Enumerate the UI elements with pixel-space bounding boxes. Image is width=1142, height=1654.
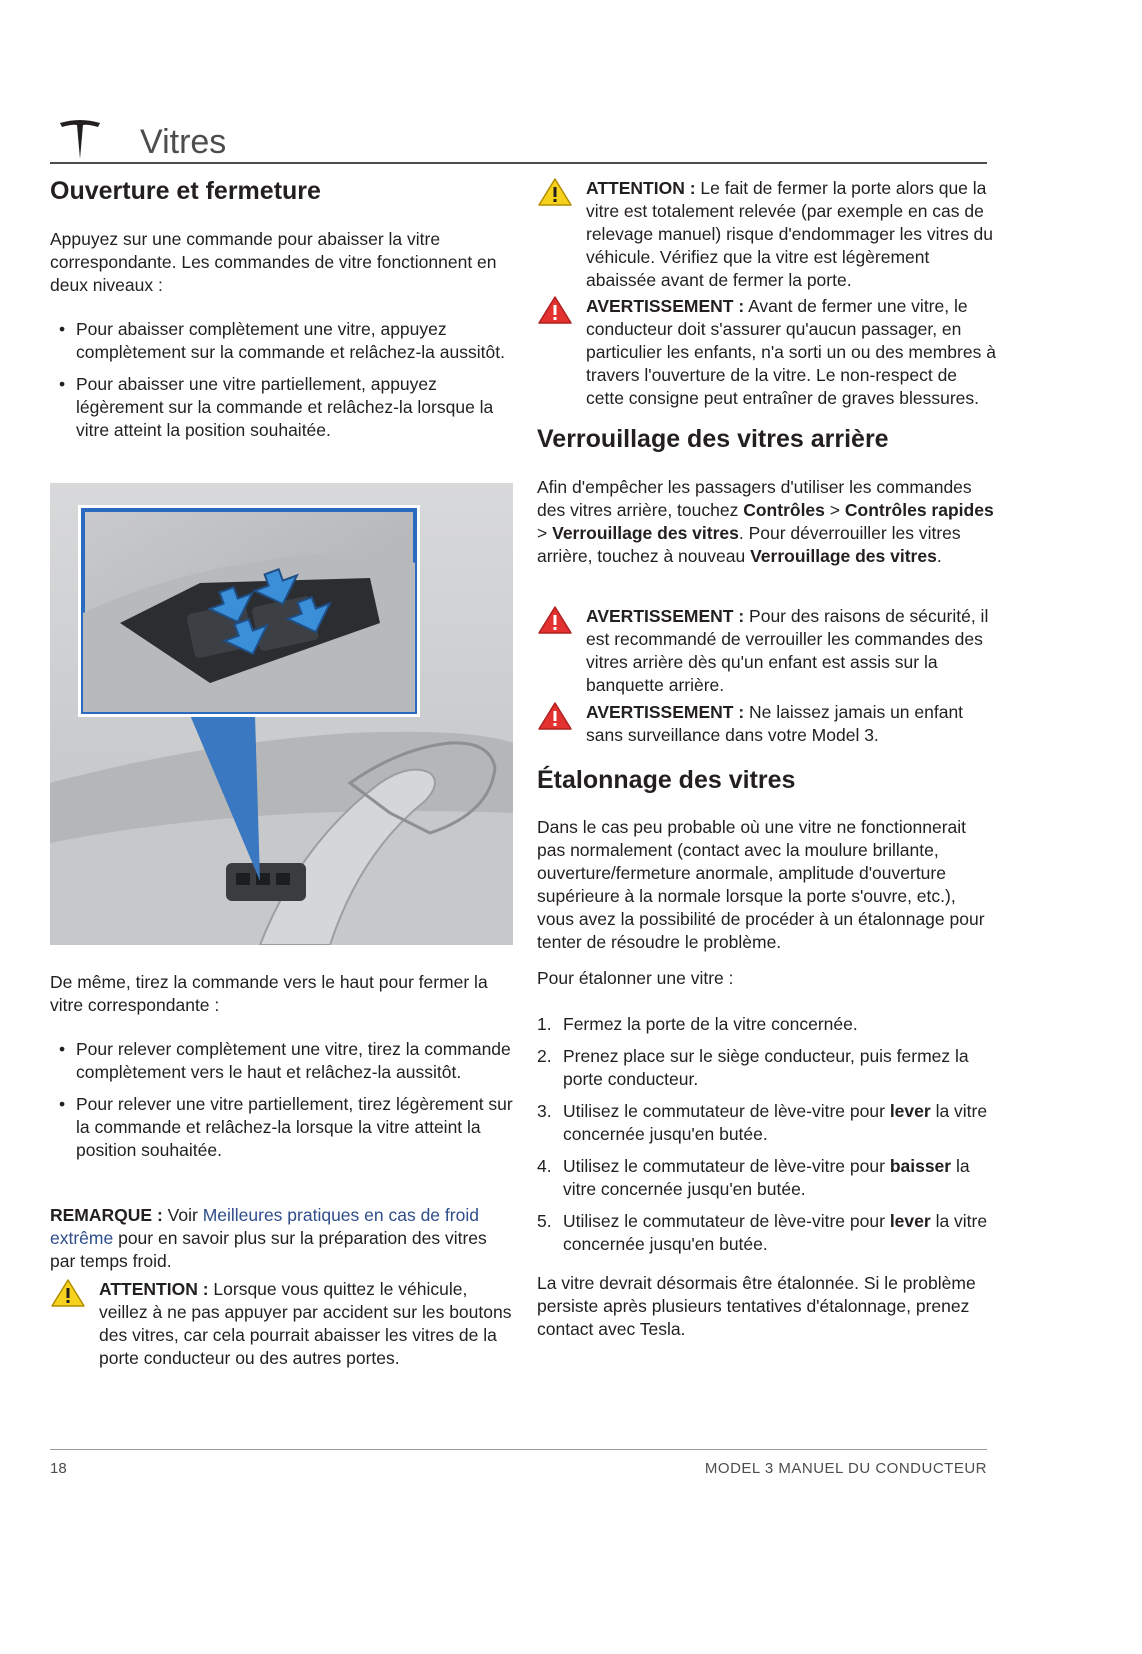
calibration-steps — [537, 1013, 997, 1265]
step-number: 2. — [537, 1046, 552, 1066]
list-item — [537, 1210, 997, 1256]
manual-title: MODEL 3 MANUEL DU CONDUCTEUR — [704, 1460, 987, 1477]
warning-icon — [537, 701, 573, 731]
warning-label: AVERTISSEMENT : — [586, 606, 745, 626]
tesla-logo-icon — [58, 118, 102, 160]
warning-unattended-child — [537, 701, 997, 747]
page-number: 18 — [50, 1460, 67, 1477]
lock-paragraph — [537, 476, 1002, 568]
caution-leave-vehicle — [50, 1278, 515, 1370]
controls-term: Contrôles — [743, 500, 825, 520]
caution-label: ATTENTION : — [586, 178, 696, 198]
step-number: 5. — [537, 1211, 552, 1231]
window-lock-term: Verrouillage des vitres — [552, 523, 739, 543]
window-switch-illustration — [50, 483, 513, 945]
step-text: la vitre concernée jusqu'en butée. — [563, 1211, 988, 1254]
step-emphasis: baisser — [889, 1156, 952, 1176]
list-item: • Pour relever complètement une vitre, tirez la commande complètement vers le haut et relâchez-la aussitôt. — [50, 1038, 515, 1084]
step-number: 3. — [537, 1101, 552, 1121]
quick-controls-term: Contrôles rapides — [844, 500, 994, 520]
header-rule — [50, 162, 987, 164]
warning-text: Avant de fermer une vitre, le conducteur doit s'assurer qu'aucun passager, en particulier les enfants, n'a sorti un ou des membres à travers l'ouverture de la vitre. Le non-respect de cette consigne peut entraîner de graves blessures. — [586, 296, 996, 408]
warning-label: AVERTISSEMENT : — [586, 702, 745, 722]
warning-child-lock — [537, 605, 997, 697]
cold-weather-link[interactable]: Meilleures pratiques en cas de froid extrême — [50, 1205, 479, 1248]
intro-paragraph: Appuyez sur une commande pour abaisser la vitre correspondante. Les commandes de vitre fonctionnent en deux niveaux : — [50, 229, 497, 295]
paragraph-close: De même, tirez la commande vers le haut pour fermer la vitre correspondante : — [50, 972, 488, 1015]
list-item: • Pour abaisser une vitre partiellement, appuyez légèrement sur la commande et relâchez-la lorsque la vitre atteint la position souhaitée. — [50, 373, 515, 442]
step-text: Fermez la porte de la vitre concernée. — [563, 1014, 858, 1034]
note-pre: Voir — [167, 1205, 198, 1225]
lock-text: . Pour déverrouiller les vitres arrière, touchez à nouveau — [537, 523, 961, 566]
caution-icon — [537, 177, 573, 207]
caution-icon — [50, 1278, 86, 1308]
caution-text: Lorsque vous quittez le véhicule, veillez à ne pas appuyer par accident sur les boutons des vitres, car cela pourrait abaisser les vitres de la porte conducteur ou des autres portes. — [99, 1279, 512, 1368]
warning-text: Pour des raisons de sécurité, il est recommandé de verrouiller les commandes des vitres arrière dès qu'un enfant est assis sur la banquette arrière. — [586, 606, 989, 695]
page-title: Vitres — [140, 123, 227, 161]
note-paragraph — [50, 1204, 515, 1273]
calibration-lead: Pour étalonner une vitre : — [537, 968, 734, 988]
section-heading-calibration: Étalonnage des vitres — [537, 766, 796, 794]
note-label: REMARQUE : — [50, 1205, 163, 1225]
list-item — [537, 1100, 997, 1146]
caution-door-closing — [537, 177, 997, 292]
list-item — [537, 1045, 997, 1091]
step-emphasis: lever — [889, 1211, 931, 1231]
lock-text: Afin d'empêcher les passagers d'utiliser les commandes des vitres arrière, touchez — [537, 477, 972, 520]
section-heading-lock: Verrouillage des vitres arrière — [537, 425, 889, 453]
window-lock-term: Verrouillage des vitres — [750, 546, 937, 566]
warning-limbs — [537, 295, 997, 410]
step-text: Utilisez le commutateur de lève-vitre pour — [563, 1211, 885, 1231]
warning-label: AVERTISSEMENT : — [586, 296, 745, 316]
list-item: • Pour abaisser complètement une vitre, appuyez complètement sur la commande et relâchez-la aussitôt. — [50, 318, 515, 364]
step-text: Utilisez le commutateur de lève-vitre pour — [563, 1101, 885, 1121]
step-text: la vitre concernée jusqu'en butée. — [563, 1101, 988, 1144]
footer-rule — [50, 1449, 987, 1450]
step-text: Prenez place sur le siège conducteur, puis fermez la porte conducteur. — [563, 1046, 969, 1089]
separator: > — [829, 500, 841, 520]
step-emphasis: lever — [889, 1101, 931, 1121]
list-item — [537, 1155, 997, 1201]
step-text: la vitre concernée jusqu'en butée. — [563, 1156, 970, 1199]
warning-text: Ne laissez jamais un enfant sans surveillance dans votre Model 3. — [586, 702, 964, 745]
raise-bullets — [50, 1038, 515, 1171]
warning-icon — [537, 295, 573, 325]
warning-icon — [537, 605, 573, 635]
calibration-intro: Dans le cas peu probable où une vitre ne fonctionnerait pas normalement (contact avec la moulure brillante, ouverture/fermeture anormale, amplitude d'ouverture supérieure à la normale lorsque la porte s'ouvre, etc.), vous avez la possibilité de procéder à un étalonnage pour tenter de résoudre le problème. — [537, 817, 985, 952]
calibration-outro: La vitre devrait désormais être étalonnée. Si le problème persiste après plusieurs tentatives d'étalonnage, prenez contact avec Tesla. — [537, 1273, 976, 1339]
caution-label: ATTENTION : — [99, 1279, 209, 1299]
caution-text: Le fait de fermer la porte alors que la vitre est totalement relevée (par exemple en cas de relevage manuel) risque d'endommager les vitres du véhicule. Vérifiez que la vitre est légèrement abaissée avant de fermer la porte. — [586, 178, 994, 290]
step-number: 4. — [537, 1156, 552, 1176]
step-text: Utilisez le commutateur de lève-vitre pour — [563, 1156, 885, 1176]
lower-bullets — [50, 318, 515, 451]
separator: > — [537, 523, 548, 543]
list-item — [537, 1013, 997, 1036]
step-number: 1. — [537, 1014, 552, 1034]
list-item: • Pour relever une vitre partiellement, tirez légèrement sur la commande et relâchez-la lorsque la vitre atteint la position souhaitée. — [50, 1093, 515, 1162]
note-post: pour en savoir plus sur la préparation des vitres par temps froid. — [50, 1228, 487, 1271]
section-heading-opening: Ouverture et fermeture — [50, 177, 321, 205]
lock-text: . — [936, 546, 942, 566]
